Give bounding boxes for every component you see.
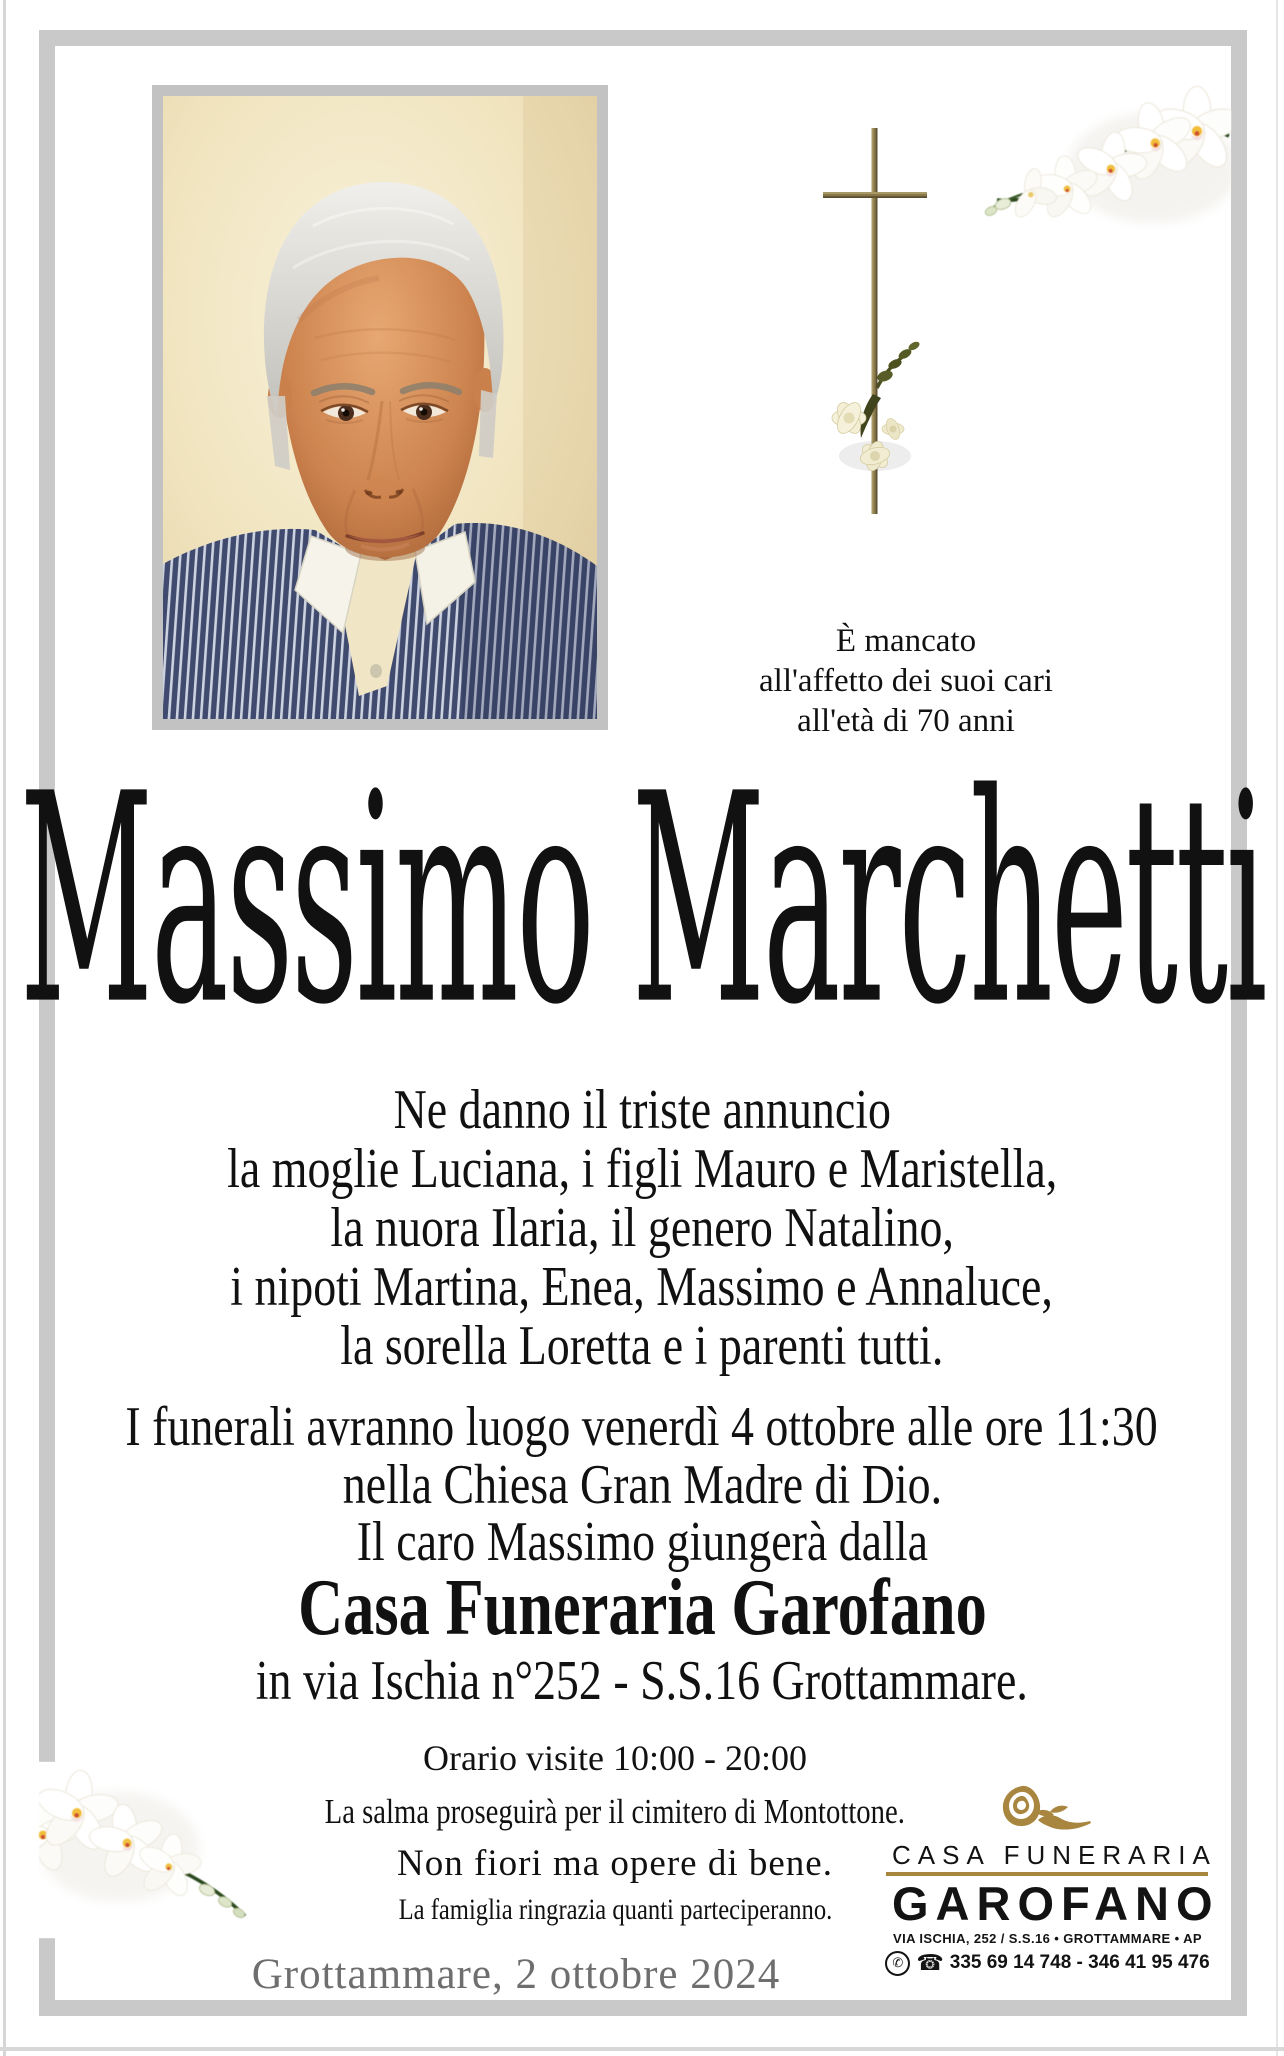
announcement-line-3: la nuora Ilaria, il genero Natalino, xyxy=(330,1197,954,1259)
logo-phone-line xyxy=(885,1950,1210,1976)
procession-note: La salma proseguirà per il cimitero di Montottone. xyxy=(324,1792,906,1831)
visiting-hours: Orario visite 10:00 - 20:00 xyxy=(423,1738,807,1778)
logo-brand-top: CASA FUNERARIA xyxy=(892,1840,1217,1870)
pretext-line-2: all'affetto dei suoi cari xyxy=(759,662,1053,699)
funeral-info-line-3: Il caro Massimo giungerà dalla xyxy=(356,1511,928,1573)
phone-icon: ☎ xyxy=(916,1950,944,1975)
funeral-home-address: in via Ischia n°252 - S.S.16 Grottammare. xyxy=(255,1650,1029,1712)
deceased-portrait-photo xyxy=(152,85,608,730)
announcement-line-5: la sorella Loretta e i parenti tutti. xyxy=(340,1315,944,1377)
announcement-line-2: la moglie Luciana, i figli Mauro e Maristella, xyxy=(226,1138,1058,1200)
funeral-info-line-1: I funerali avranno luogo venerdì 4 ottobre alle ore 11:30 xyxy=(125,1396,1159,1458)
announcement-line-4: i nipoti Martina, Enea, Massimo e Annaluce, xyxy=(230,1256,1054,1318)
logo-address-line: VIA ISCHIA, 252 / S.S.16 • GROTTAMMARE • AP xyxy=(893,1931,1202,1946)
pretext-line-3: all'età di 70 anni xyxy=(797,702,1015,739)
page-edge-right xyxy=(1276,0,1278,2056)
page-edge-bottom xyxy=(0,2047,1284,2051)
thanks-note: La famiglia ringrazia quanti parteciperanno. xyxy=(398,1893,832,1926)
gold-rose-icon xyxy=(998,1782,1096,1838)
logo-brand-name: GAROFANO xyxy=(892,1877,1220,1930)
flowers-note: Non fiori ma opere di bene. xyxy=(397,1842,833,1884)
phone-numbers: 335 69 14 748 - 346 41 95 476 xyxy=(949,1952,1210,1973)
whatsapp-icon: ✆ xyxy=(885,1951,910,1976)
announcement-line-1: Ne danno il triste annuncio xyxy=(393,1079,891,1141)
funeral-home-name: Casa Funeraria Garofano xyxy=(297,1563,987,1652)
funeral-info-line-2: nella Chiesa Gran Madre di Dio. xyxy=(342,1454,942,1516)
place-and-date: Grottammare, 2 ottobre 2024 xyxy=(251,1950,781,1998)
deceased-name-title: Massimo Marchetti xyxy=(19,733,1265,1069)
pretext-line-1: È mancato xyxy=(835,622,977,659)
portrait-illustration xyxy=(163,96,597,719)
funeral-home-logo xyxy=(885,1768,1220,1975)
gold-cross-icon xyxy=(815,126,935,518)
orchid-branch-top-right xyxy=(983,78,1231,264)
page-edge-left xyxy=(3,0,6,2056)
